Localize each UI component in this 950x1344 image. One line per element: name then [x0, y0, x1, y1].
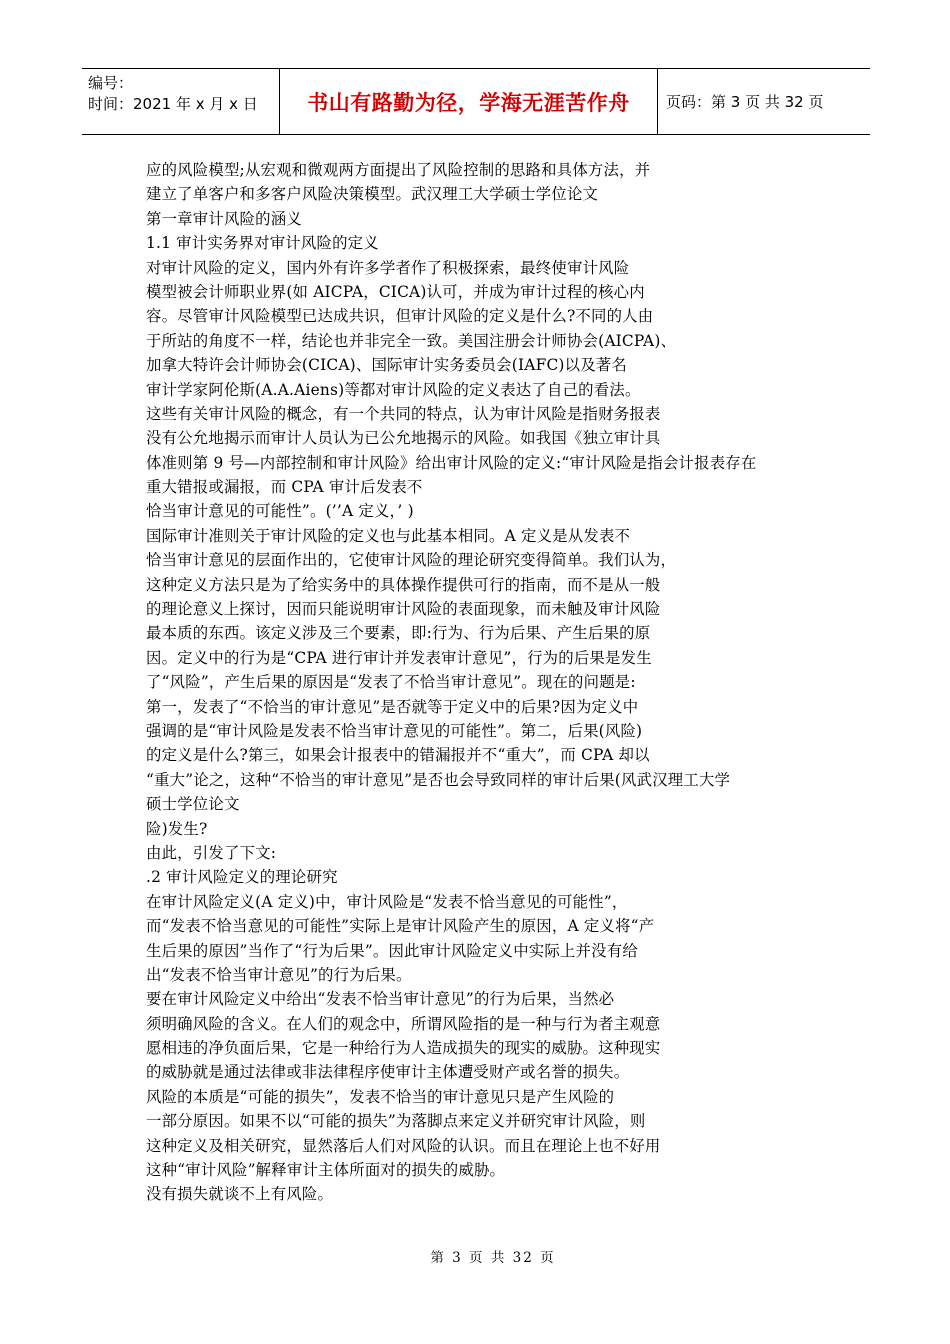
body-line: 生后果的原因”当作了“行为后果”。因此审计风险定义中实际上并没有给 [146, 941, 638, 960]
header-page-info: 页码：第 3 页 共 32 页 [666, 93, 824, 111]
body-line: 恰当审计意见的可能性”。(’’A 定义，’ ) [146, 502, 414, 521]
body-line: 的威胁就是通过法律或非法律程序使审计主体遭受财产或名誉的损失。 [146, 1063, 630, 1082]
body-line: 风险的本质是“可能的损失”，发表不恰当的审计意见只是产生风险的 [146, 1087, 615, 1106]
body-line: 国际审计准则关于审计风险的定义也与此基本相同。A 定义是从发表不 [146, 526, 631, 545]
body-line: 了“风险”，产生后果的原因是“发表了不恰当审计意见”。现在的问题是: [146, 673, 636, 692]
body-line: 而“发表不恰当意见的可能性”实际上是审计风险产生的原因，A 定义将“产 [146, 917, 655, 936]
document-number-label: 编号： [88, 74, 134, 92]
body-line: 恰当审计意见的层面作出的，它使审计风险的理论研究变得简单。我们认为， [146, 551, 677, 570]
body-line: 加拿大特许会计师协会(CICA)、国际审计实务委员会(IAFC)以及著名 [146, 356, 627, 375]
body-line: 应的风险模型;从宏观和微观两方面提出了风险控制的思路和具体方法，并 [146, 161, 651, 179]
body-line: 的定义是什么?第三，如果会计报表中的错漏报并不“重大”，而 CPA 却以 [146, 746, 650, 765]
body-line: 因。定义中的行为是“CPA 进行审计并发表审计意见”，行为的后果是发生 [146, 648, 652, 667]
body-line: 这些有关审计风险的概念，有一个共同的特点，认为审计风险是指财务报表 [146, 404, 661, 423]
body-line: 险)发生? [146, 819, 208, 838]
document-date: 时间：2021 年 x 月 x 日 [88, 95, 258, 113]
document-body [146, 158, 826, 1207]
body-line: 出“发表不恰当审计意见”的行为后果。 [146, 965, 412, 984]
body-line: .2 审计风险定义的理论研究 [146, 868, 338, 887]
body-line: 于所站的角度不一样，结论也并非完全一致。美国注册会计师协会(AICPA)、 [146, 331, 677, 350]
body-line: 由此，引发了下文: [146, 843, 277, 862]
body-line: 体准则第 9 号—内部控制和审计风险》给出审计风险的定义:“审计风险是指会计报表存在 [146, 453, 757, 472]
body-line: 审计学家阿伦斯(A.A.Aiens)等都对审计风险的定义表达了自己的看法。 [146, 380, 641, 399]
body-line: 硕士学位论文 [146, 795, 240, 814]
body-line: 在审计风险定义(A 定义)中，审计风险是“发表不恰当意见的可能性”， [146, 892, 628, 911]
body-line: 要在审计风险定义中给出“发表不恰当审计意见”的行为后果，当然必 [146, 990, 615, 1009]
body-line: 一部分原因。如果不以“可能的损失”为落脚点来定义并研究审计风险，则 [146, 1112, 646, 1131]
header-page-info-cell [658, 69, 870, 134]
body-line: 强调的是“审计风险是发表不恰当审计意见的可能性”。第二，后果(风险) [146, 721, 643, 740]
header-motto: 书山有路勤为径，学海无涯苦作舟 [307, 90, 630, 115]
body-line: 须明确风险的含义。在人们的观念中，所谓风险指的是一种与行为者主观意 [146, 1014, 661, 1033]
header-meta [82, 69, 280, 134]
body-line: 容。尽管审计风险模型已达成共识，但审计风险的定义是什么?不同的人由 [146, 307, 654, 326]
header-motto-cell [280, 69, 658, 134]
body-line: 愿相违的净负面后果，它是一种给行为人造成损失的现实的威胁。这种现实 [146, 1039, 661, 1058]
body-line: 第一章审计风险的涵义 [146, 209, 302, 228]
body-line: 最本质的东西。该定义涉及三个要素，即:行为、行为后果、产生后果的原 [146, 624, 651, 643]
body-line: 的理论意义上探讨，因而只能说明审计风险的表面现象，而未触及审计风险 [146, 600, 661, 619]
body-line: 这种定义及相关研究，显然落后人们对风险的认识。而且在理论上也不好用 [146, 1136, 661, 1155]
body-line: 没有损失就谈不上有风险。 [146, 1185, 334, 1204]
body-line: 第一，发表了“不恰当的审计意见”是否就等于定义中的后果?因为定义中 [146, 697, 639, 716]
body-line: 这种定义方法只是为了给实务中的具体操作提供可行的指南，而不是从一般 [146, 575, 661, 594]
body-line: 对审计风险的定义，国内外有许多学者作了积极探索，最终使审计风险 [146, 258, 630, 277]
body-line: 没有公允地揭示而审计人员认为已公允地揭示的风险。如我国《独立审计具 [146, 429, 661, 448]
page-footer: 第 3 页 共 32 页 [430, 1250, 556, 1266]
body-line: “重大”论之，这种“不恰当的审计意见”是否也会导致同样的审计后果(风武汉理工大学 [146, 770, 731, 789]
body-line: 建立了单客户和多客户风险决策模型。武汉理工大学硕士学位论文 [146, 185, 599, 204]
body-line: 1.1 审计实务界对审计风险的定义 [146, 234, 379, 253]
page-header [82, 68, 870, 135]
body-line: 模型被会计师职业界(如 AICPA，CICA)认可，并成为审计过程的核心内 [146, 282, 645, 301]
body-line: 重大错报或漏报，而 CPA 审计后发表不 [146, 478, 423, 497]
body-line: 这种“审计风险”解释审计主体所面对的损失的威胁。 [146, 1161, 506, 1180]
